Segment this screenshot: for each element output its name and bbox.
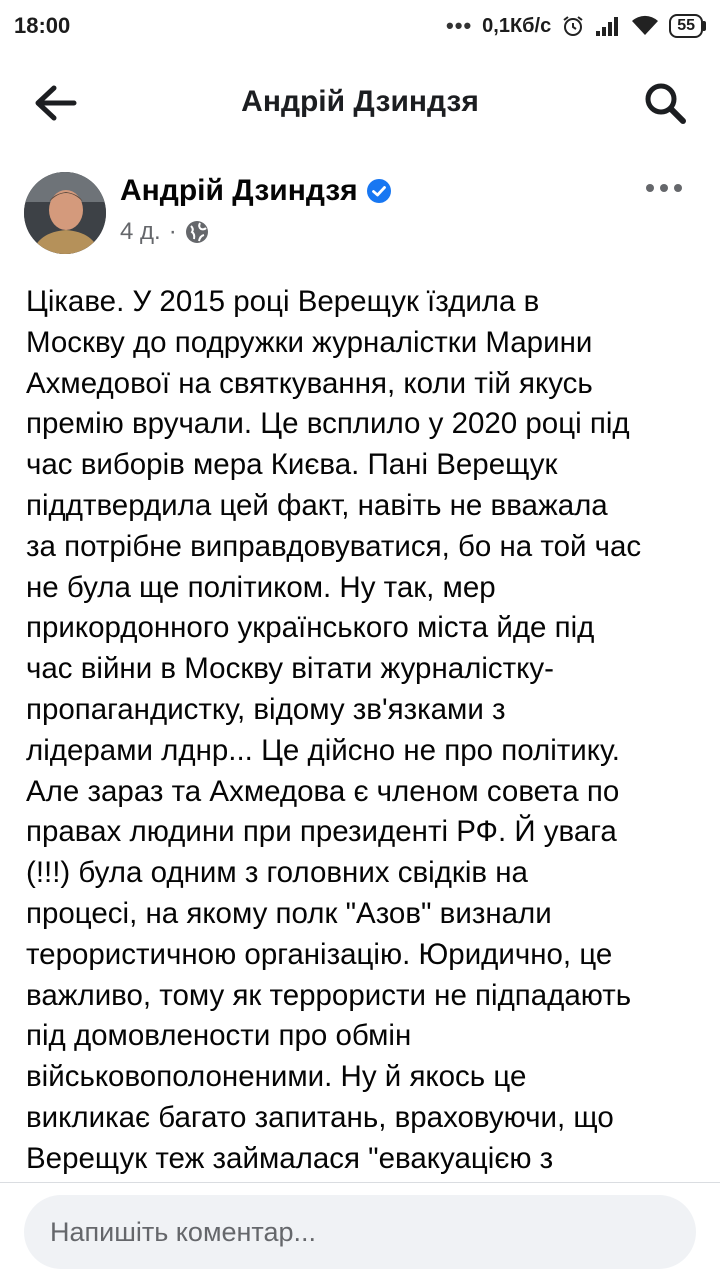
post-header: [24, 168, 696, 258]
avatar[interactable]: [24, 172, 106, 254]
alarm-icon: [561, 14, 585, 38]
back-arrow-icon[interactable]: [30, 80, 80, 126]
top-navigation: [0, 62, 720, 142]
post-text-line: прикордонного українського міста йде під: [26, 611, 595, 645]
post-text-line: час виборів мера Києва. Пані Верещук: [26, 448, 558, 482]
notification-dots: •••: [446, 13, 473, 38]
post-text-line: премію вручали. Це всплило у 2020 році під: [26, 407, 630, 441]
signal-icon: [595, 15, 621, 37]
post-text-line: важливо, тому як террористи не підпадають: [26, 978, 632, 1012]
search-icon[interactable]: [642, 80, 688, 126]
battery-level: 55: [669, 14, 703, 38]
post-meta: [120, 218, 209, 246]
post-text: [26, 282, 700, 1180]
post-text-line: не була ще політиком. Ну так, мер: [26, 570, 496, 604]
battery-icon: [669, 14, 706, 38]
comment-input[interactable]: Напишіть коментар...: [24, 1195, 696, 1269]
post-text-line: піддтвердила цей факт, навіть не вважала: [26, 488, 608, 522]
globe-icon: [185, 220, 209, 244]
post-text-line: Ахмедової на святкування, коли тій якусь: [26, 366, 593, 400]
verified-badge-icon: [366, 178, 392, 204]
post-text-line: Верещук теж займалася "евакуацією з: [26, 1141, 554, 1175]
meta-separator: ·: [168, 218, 177, 245]
post-text-line: Москву до подружки журналістки Марини: [26, 325, 593, 359]
more-options-icon[interactable]: [644, 178, 684, 198]
wifi-icon: [631, 15, 659, 37]
post-author[interactable]: [120, 174, 392, 208]
post-text-line: лідерами лднр... Це дійсно не про політику.: [26, 733, 620, 767]
post-text-line: Але зараз та Ахмедова є членом совета по: [26, 774, 620, 808]
post-text-line: під домовлености про обмін: [26, 1019, 412, 1053]
comment-bar: [0, 1182, 720, 1280]
status-time: 18:00: [14, 13, 71, 38]
post-text-line: (!!!) була одним з головних свідків на: [26, 856, 528, 890]
post-text-line: терористичною організацію. Юридично, це: [26, 937, 613, 971]
page-title: Андрій Дзиндзя: [241, 85, 479, 118]
post-time[interactable]: 4 д.: [120, 218, 161, 245]
post-text-line: час війни в Москву вітати журналістку-: [26, 652, 554, 686]
post-text-line: правах людини при президенті РФ. Й увага: [26, 815, 617, 849]
status-bar: [0, 0, 720, 52]
post-text-line: процесі, на якому полк "Азов" визнали: [26, 896, 552, 930]
status-right: [446, 13, 706, 39]
author-name[interactable]: Андрій Дзиндзя: [120, 174, 358, 207]
post-text-line: за потрібне виправдовуватися, бо на той час: [26, 529, 642, 563]
post-text-line: викликає багато запитань, враховуючи, що: [26, 1100, 614, 1134]
post-text-line: пропагандистку, відому зв'язками з: [26, 692, 506, 726]
post-text-line: військовополоненими. Ну й якось це: [26, 1060, 527, 1094]
network-speed: 0,1Кб/с: [482, 14, 552, 37]
post-text-line: Цікаве. У 2015 році Верещук їздила в: [26, 285, 540, 318]
